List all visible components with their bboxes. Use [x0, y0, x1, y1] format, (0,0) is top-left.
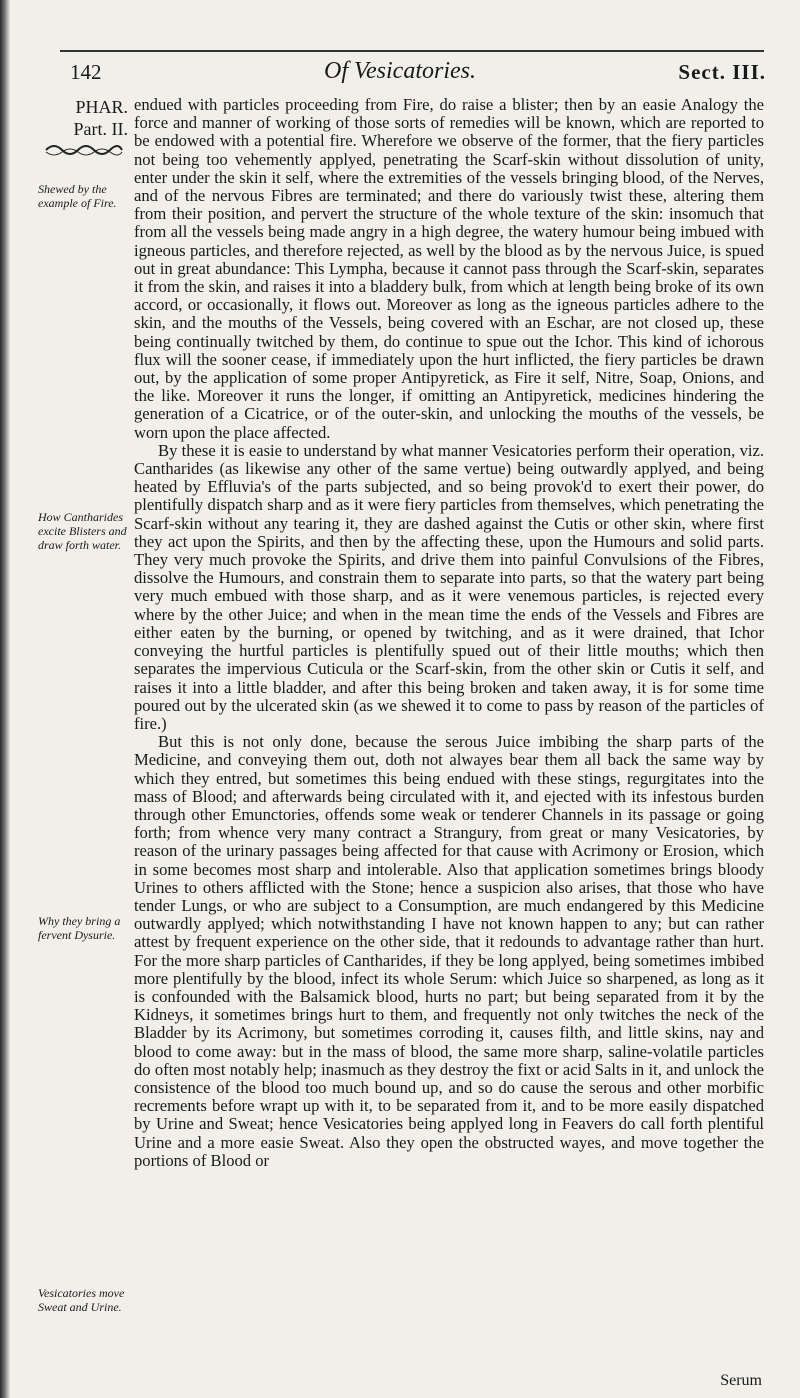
section-label: Sect. III.: [678, 60, 766, 84]
flourish-ornament-icon: [44, 140, 124, 160]
part-label-line-2: Part. II.: [73, 119, 128, 139]
catchword: Serum: [720, 1372, 762, 1389]
part-label: [40, 96, 128, 140]
margin-note-3: Why they bring a fervent Dysurie.: [38, 914, 121, 942]
paragraph-2: By these it is easie to understand by what manner Vesicatories perform their operation, viz. Cantharides (as likewise any other of the same vertue) being outwardly applyed, and being heated by Effluvia's of the parts subjected, and so being provok'd to exert their power, do plentifully dispatch sharp and as it were fiery particles from themselves, which penetrating the Scarf-skin without any tearing it, they are dashed against the Cutis or other skin, where first they act upon the Spirits, and then by the affecting these, upon the Humours and solid parts. They very much provoke the Spirits, and drive them into painful Convulsions of the Fibres, dissolve the Humours, and constrain them to separate into parts, so that the watery part being very much embued with those sharp, and as it were venemous particles, is rejected every where by the other Juice; and when in the mean time the ends of the Vessels and Fibres are either eaten by the burning, or opened by twitching, and as it were drained, that Ichor conveying the hurtful particles is plentifully spued out of their little mouths; which then separates the impervious Cuticula or the Scarf-skin, from the other skin or Cutis it self, and raises it into a little bladder, and after this being broken and taken away, it is for some time poured out by the ulcerated skin (as we shewed it to come to pass by reason of the particles of fire.): [134, 440, 764, 733]
part-label-line-1: PHAR.: [75, 97, 128, 117]
header-rule: [60, 50, 764, 52]
main-text: [134, 96, 764, 1170]
margin-note-1: Shewed by the example of Fire.: [38, 182, 117, 210]
margin-note-2: How Cantharides excite Blisters and draw forth water.: [38, 510, 127, 552]
paragraph-1: endued with particles proceeding from Fire, do raise a blister; then by an easie Analogy the force and manner of working of those sorts of remedies will be known, which are reported to be endowed with a potential fire. Wherefore we observe of the former, that the fiery particles not being too vehemently applyed, penetrating the Scarf-skin without dissolution of unity, enter under the skin it self, where the extremities of the vessels bringing blood, of the Nerves, and of the nervous Fibres are terminated; and there do variously twist these, altering them from their position, and pervert the structure of the whole texture of the skin: insomuch that from all the vessels being made angry in a high degree, the watery humour being imbued with igneous particles, and therefore rejected, as well by the blood as by the nervous Juice, is spued out in great abundance: This Lympha, because it cannot pass through the Scarf-skin, separates it from the skin, and raises it into a bladdery bulk, from which at length being broke of its own accord, or occasionally, it flows out. Moreover as long as the igneous particles adhere to the skin, and the mouths of the Vessels, being covered with an Eschar, are not closed up, these being continually twitched by them, do continue to spue out the Ichor. This kind of ichorous flux will the sooner cease, if immediately upon the hurt inflicted, the fiery particles be drawn out, by the application of some proper Antipyretick, as Fire it self, Nitre, Soap, Onions, and the like. Moreover it runs the longer, if omitting an Antipyretick, medicines hindering the generation of a Cicatrice, or of the outer-skin, and unlocking the mouths of the vessels, be worn upon the place affected.: [134, 95, 764, 442]
page-header: [0, 58, 800, 88]
page-number: 142: [70, 60, 102, 84]
page-gutter-shadow: [0, 0, 10, 1398]
margin-note-4: Vesicatories move Sweat and Urine.: [38, 1286, 125, 1314]
running-title: Of Vesicatories.: [324, 58, 476, 84]
paragraph-3: But this is not only done, because the serous Juice imbibing the sharp parts of the Medicine, and conveying them out, doth not alwayes bear them all back the same way by which they entred, but sometimes this being endued with these stings, regurgitates into the mass of Blood; and afterwards being circulated with it, and ejected with its infestous burden through other Emunctories, offends some weak or tenderer Channels in its passage or going forth; from whence very many contract a Strangury, from great or many Vesicatories, by reason of the urinary passages being affected for that cause with Acrimony or Erosion, which in some becomes most sharp and intolerable. Also that application sometimes brings bloody Urines to others afflicted with the Stone; hence a suspicion also arises, that those who have tender Lungs, or who are subject to a Consumption, are much endangered by this Medicine outwardly applyed; which notwithstanding I have not known happen to any; but can rather attest by frequent experience on the other side, that it redounds to advantage rather than hurt. For the more sharp particles of Cantharides, if they be long applyed, being sometimes imbibed more plentifully by the blood, infect its whole Serum: which Juice so sharpened, as long as it is confounded with the Balsamick blood, hurts no part; but being separated from it by the Kidneys, it sometimes brings hurt to them, and frequently not only twitches the neck of the Bladder by its Acrimony, but sometimes corroding it, causes filth, and little skins, nay and blood to come away: but in the mass of blood, the same more sharp, saline-volatile particles do often most notably help; inasmuch as they destroy the fixt or acid Salts in it, and unlock the consistence of the blood too much bound up, and so do cause the serous and other morbific recrements before wrapt up with it, to be separated from it, and to be more easily dispatched by Urine and Sweat; hence Vesicatories being applyed long in Feavers do call forth plentiful Urine and a more easie Sweat. Also they open the obstructed wayes, and move together the portions of Blood or: [134, 732, 764, 1170]
